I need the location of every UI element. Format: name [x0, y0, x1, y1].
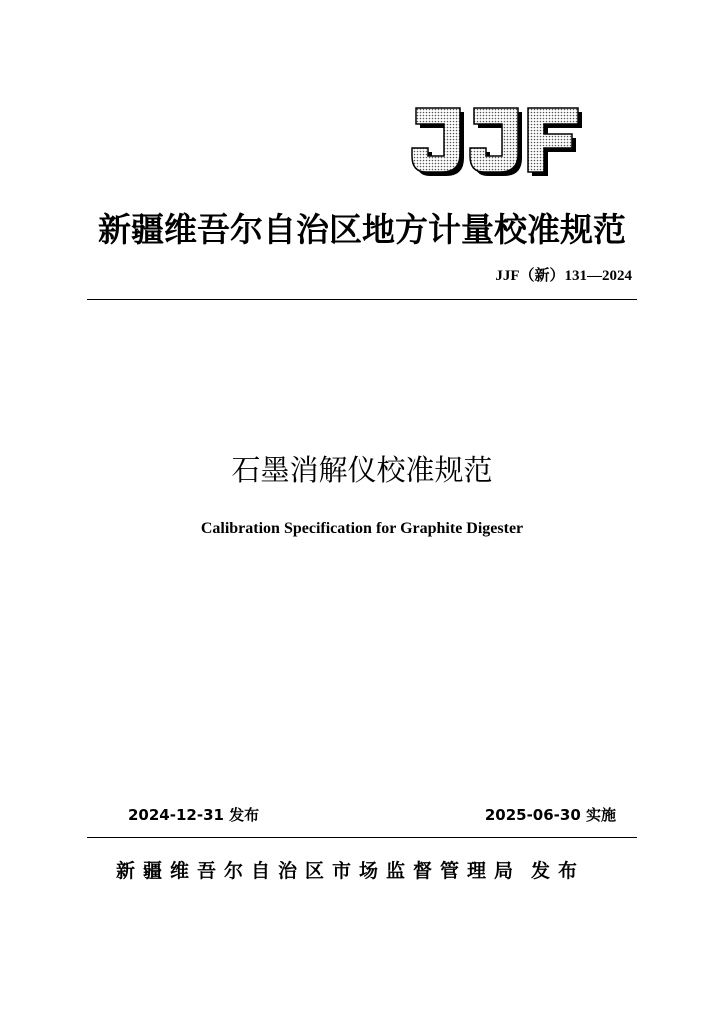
publisher [116, 856, 585, 883]
logo-letter-f [528, 108, 582, 176]
issue-date: 2024-12-31 发布 [128, 806, 260, 824]
document-title-cn: 石墨消解仪校准规范 [231, 453, 493, 487]
publisher-issue-label: 发布 [531, 860, 586, 882]
organization-title: 新疆维吾尔自治区地方计量校准规范 [98, 210, 626, 249]
top-divider [87, 299, 637, 300]
standard-code: JJF（新）131—2024 [495, 268, 632, 284]
publisher-name: 新疆维吾尔自治区市场监督管理局 [116, 860, 522, 882]
jjf-logo [404, 96, 588, 184]
document-title-en: Calibration Specification for Graphite Digester [200, 520, 524, 537]
bottom-divider [87, 837, 637, 838]
logo-letter-j2 [470, 108, 522, 176]
logo-letter-j1 [412, 108, 464, 176]
logo-text: JJF [496, 182, 498, 183]
effective-date: 2025-06-30 实施 [484, 806, 616, 824]
